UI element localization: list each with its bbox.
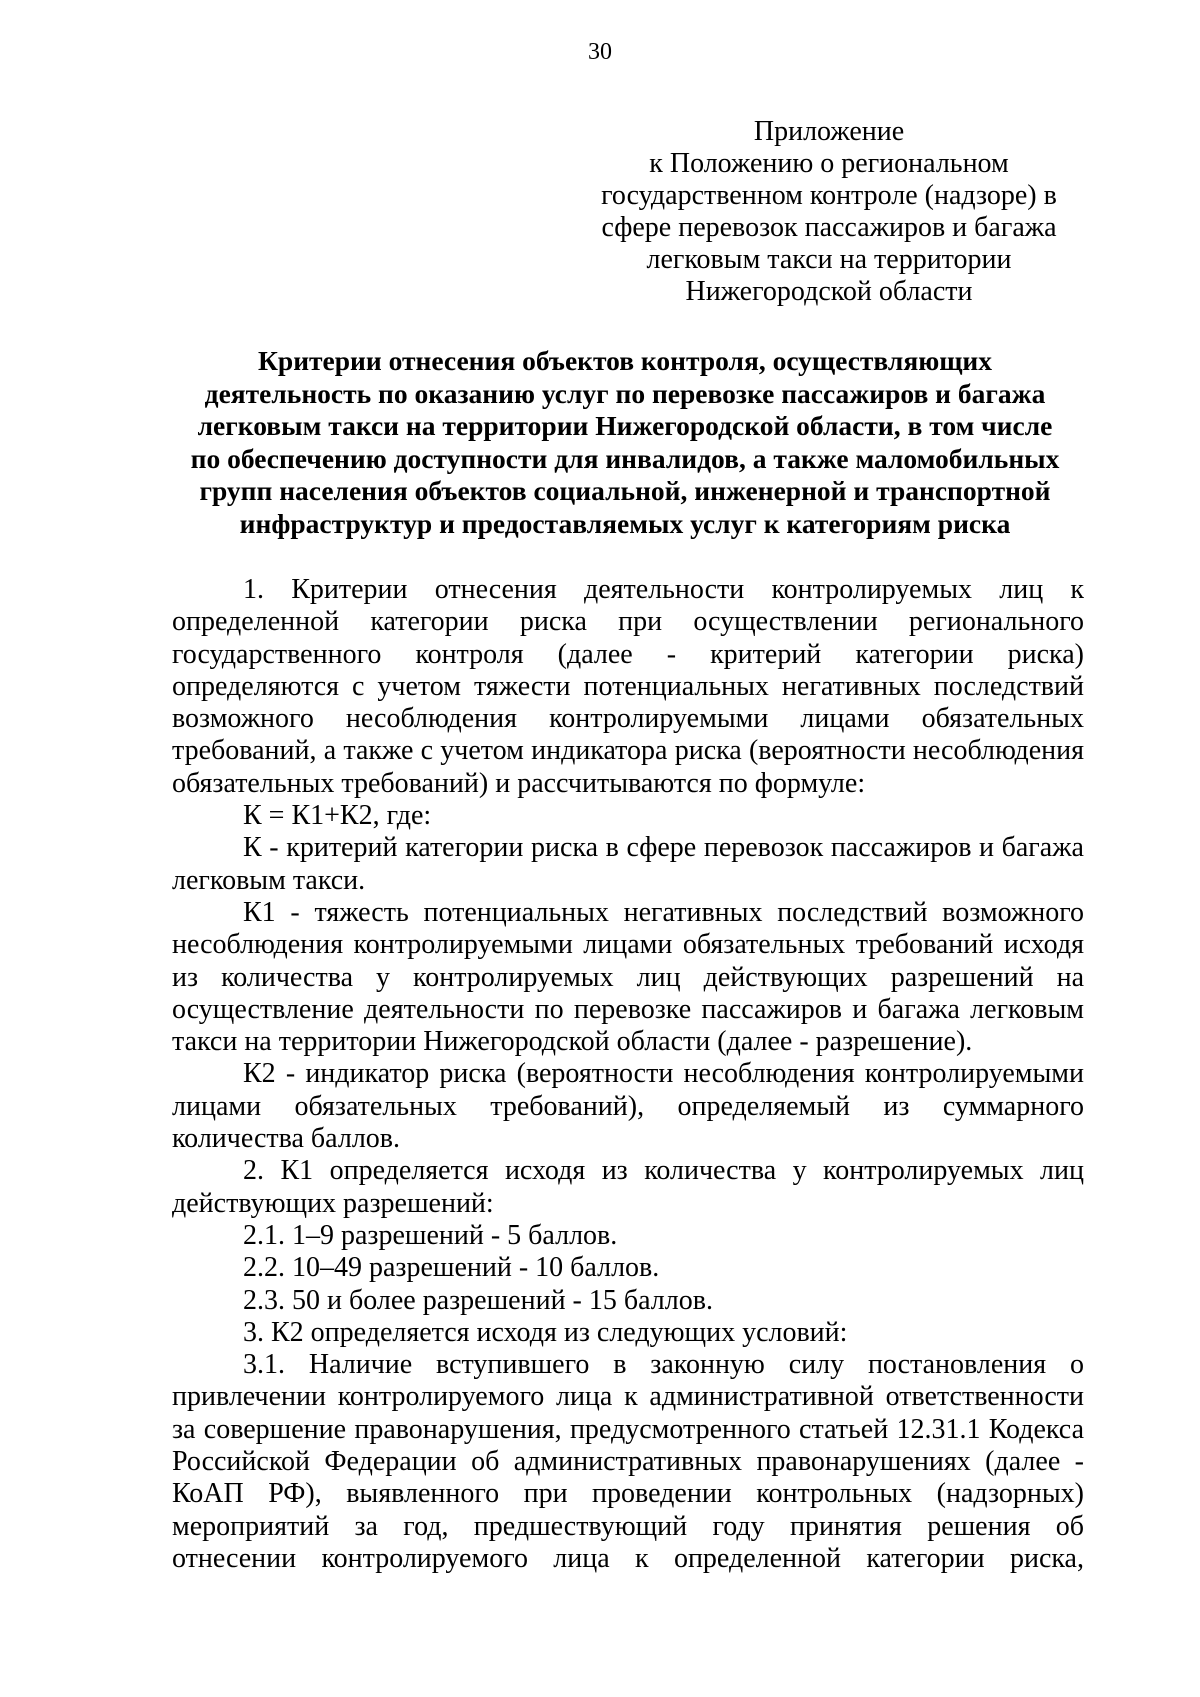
paragraph-3-1: 3.1. Наличие вступившего в законную силу постановления о привлечении контролируемого лица к административной ответственности за совершение правонарушения, предусмотренного статьей 12.31.1 Кодекса Российской Федерации об административных правонарушениях (далее - КоАП РФ), выявленного при проведении контрольных (надзорных) мероприятий за год, предшествующий году принятия решения об отнесении контролируемого лица к определенной категории риска, — [172, 1349, 1084, 1574]
title-line: инфраструктур и предоставляемых услуг к категориям риска — [239, 507, 1011, 539]
paragraph-formula: К = К1+К2, где: — [243, 800, 432, 832]
paragraph-2-1: 2.1. 1–9 разрешений - 5 баллов. — [243, 1219, 618, 1251]
document-body — [172, 574, 1084, 1575]
appendix-header — [588, 116, 1070, 308]
appendix-line: Нижегородской области — [685, 276, 973, 307]
appendix-line: к Положению о региональном — [649, 148, 1009, 179]
title-line: по обеспечению доступности для инвалидов, а также маломобильных — [190, 442, 1060, 474]
appendix-line: государственном контроле (надзоре) в — [601, 180, 1057, 211]
paragraph-k2-definition: К2 - индикатор риска (вероятности несоблюдения контролируемыми лицами обязательных требований), определяемый из суммарного количества баллов. — [172, 1058, 1084, 1155]
paragraph-2-3: 2.3. 50 и более разрешений - 15 баллов. — [243, 1284, 713, 1316]
title-line: легковым такси на территории Нижегородской области, в том числе — [197, 410, 1053, 441]
paragraph-k-definition: К - критерий категории риска в сфере перевозок пассажиров и багажа легковым такси. — [172, 832, 1084, 896]
title-line: групп населения объектов социальной, инженерной и транспортной — [199, 475, 1051, 506]
paragraph-1: 1. Критерии отнесения деятельности контролируемых лиц к определенной категории риска при осуществлении регионального государственного контроля (далее - критерий категории риска) определяются с учетом тяжести потенциальных негативных последствий возможного несоблюдения контролируемыми лицами обязательных требований, а также с учетом индикатора риска (вероятности несоблюдения обязательных требований) и рассчитываются по формуле: — [172, 574, 1084, 799]
title-line: деятельность по оказанию услуг по перевозке пассажиров и багажа — [204, 377, 1046, 409]
paragraph-2: 2. К1 определяется исходя из количества у контролируемых лиц действующих разрешений: — [172, 1155, 1084, 1219]
paragraph-3: 3. К2 определяется исходя из следующих условий: — [243, 1316, 848, 1348]
appendix-line: Приложение — [753, 116, 905, 147]
paragraph-2-2: 2.2. 10–49 разрешений - 10 баллов. — [243, 1252, 660, 1284]
paragraph-k1-definition: К1 - тяжесть потенциальных негативных последствий возможного несоблюдения контролируемыми лицами обязательных требований исходя из количества у контролируемых лиц действующих разрешений на осуществление деятельности по перевозке пассажиров и багажа легковым такси на территории Нижегородской области (далее - разрешение). — [172, 896, 1084, 1058]
appendix-line: легковым такси на территории — [646, 244, 1012, 275]
title-line: Критерии отнесения объектов контроля, осуществляющих — [257, 345, 993, 376]
document-title — [165, 345, 1085, 540]
page-number: 30 — [588, 39, 612, 65]
appendix-line: сфере перевозок пассажиров и багажа — [601, 212, 1057, 243]
